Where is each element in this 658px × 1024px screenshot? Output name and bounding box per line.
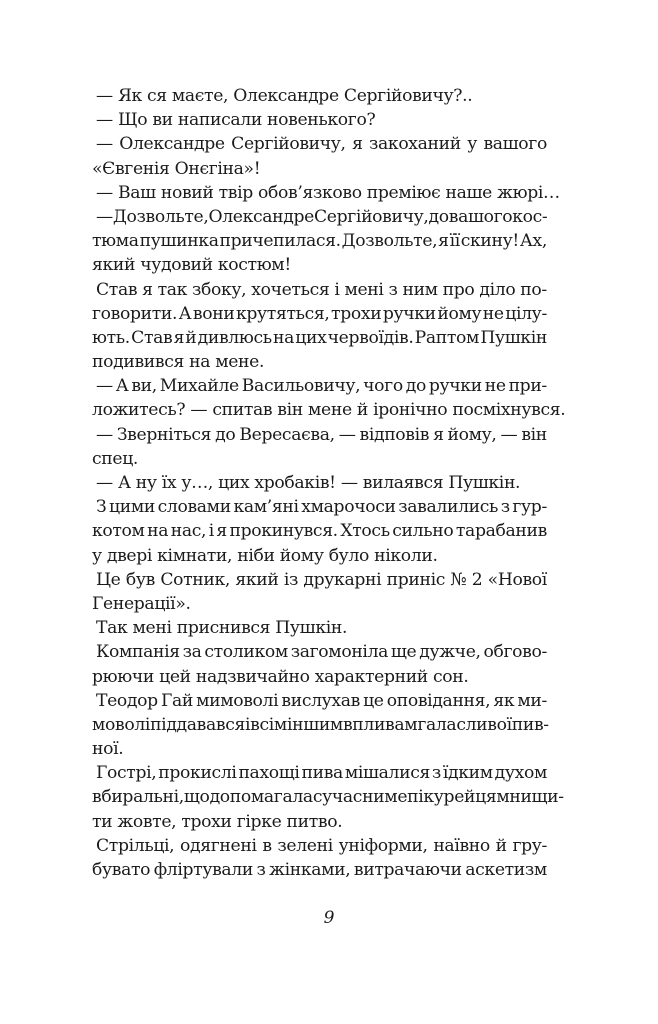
text-line [92, 834, 547, 858]
word: ють. [92, 327, 130, 348]
word: Хтось [340, 521, 390, 542]
word: тюма [92, 231, 139, 252]
word: друкарні [303, 569, 382, 590]
word: пив- [511, 714, 549, 735]
word: Це [96, 569, 121, 590]
word: нищи- [509, 787, 564, 808]
word: вислухав [281, 690, 360, 711]
word: Сергійовичу, [231, 134, 346, 155]
text-line [92, 568, 547, 592]
paragraph [92, 471, 547, 495]
word: іншим [286, 714, 343, 735]
text-line: спец. [92, 448, 139, 469]
text-line [92, 205, 547, 229]
word: — [96, 424, 113, 445]
text-line: подивився на мене. [92, 352, 265, 373]
word: це [363, 690, 384, 711]
word: всім [250, 714, 287, 735]
text-line: ної. [92, 739, 124, 760]
word: мішалися [344, 763, 430, 784]
word: закоханий [369, 134, 461, 155]
word: ми- [517, 690, 547, 711]
word: бувато [92, 860, 151, 880]
word: не [484, 376, 506, 397]
word: і [208, 521, 214, 542]
word: — [96, 134, 113, 155]
text-line [92, 785, 564, 809]
word: я [216, 521, 227, 542]
word: 2 [471, 569, 483, 590]
word: крутяться, [235, 303, 330, 324]
word: жінками, [269, 860, 351, 880]
paragraph [92, 205, 547, 278]
paragraph [92, 181, 560, 205]
word: Дозвольте, [341, 231, 438, 252]
word: цими [109, 497, 155, 518]
word: ним [402, 279, 438, 300]
word: кам’яні [233, 497, 299, 518]
word: пушинка [139, 231, 219, 252]
word: — [500, 424, 518, 445]
word: я [438, 231, 449, 252]
word: моволі [92, 714, 151, 735]
word: Стрільці, [96, 835, 175, 856]
paragraph [92, 568, 547, 616]
word: приніс [386, 569, 446, 590]
word: пахощі [238, 763, 300, 784]
word: трохи [331, 303, 382, 324]
word: скину! [460, 231, 519, 252]
word: Васильовичу, [241, 376, 361, 397]
text-line [92, 302, 547, 326]
word: фліртували [153, 860, 253, 880]
text-line: — А ну їх у…, цих хробаків! — вилаявся Пушкін. [96, 473, 521, 493]
word: причепилася. [219, 231, 341, 252]
word: на [273, 327, 295, 348]
word: із [283, 569, 299, 590]
word: кос- [512, 206, 548, 227]
word: Зверніться [116, 424, 212, 445]
word: Дозвольте, [112, 206, 209, 227]
text-line [92, 713, 547, 737]
word: вашого [483, 134, 547, 155]
word: її [449, 231, 460, 252]
word: відповів [359, 424, 430, 445]
text-line: який чудовий костюм! [92, 255, 291, 276]
word: прокинувся. [229, 521, 338, 542]
text-line: ложитесь? — спитав він мене й іронічно посміхнувся. [92, 400, 566, 421]
text-line: — Що ви написали новенького? [96, 110, 376, 131]
word: по- [520, 279, 547, 300]
text-line: ти жовте, трохи гірке питво. [92, 811, 343, 832]
word: Михайле [159, 376, 239, 397]
text-line [92, 761, 547, 785]
word: і [334, 279, 340, 300]
word: Компанія [96, 642, 180, 663]
word: цілу- [505, 303, 547, 324]
text-line [92, 423, 547, 447]
word: пива [301, 763, 343, 784]
word: за [182, 642, 202, 663]
word: аскетизм [465, 860, 547, 880]
word: з [256, 860, 266, 880]
word: діло [479, 279, 516, 300]
paragraph [92, 423, 547, 471]
text-line [92, 689, 547, 713]
word: ви, [131, 376, 157, 397]
word: й [495, 835, 507, 856]
word: у [467, 134, 478, 155]
text-line [92, 519, 547, 543]
word: Теодор [96, 690, 158, 711]
word: мені [344, 279, 384, 300]
paragraph [92, 640, 547, 688]
page-number: 9 [323, 908, 335, 928]
word: сучасним [312, 787, 398, 808]
word: я [352, 134, 363, 155]
word: з [500, 497, 510, 518]
text-line [92, 640, 547, 664]
word: Раптом [414, 327, 480, 348]
paragraph [92, 689, 547, 762]
word: А [178, 303, 192, 324]
paragraph [92, 374, 566, 422]
text-line: у двері кімнати, ніби йому було ніколи. [92, 545, 438, 566]
word: Вересаєва, [239, 424, 335, 445]
word: з [388, 279, 398, 300]
word: їдким [442, 763, 493, 784]
word: прокислі [158, 763, 237, 784]
word: хочеться [251, 279, 330, 300]
word: гру- [512, 835, 547, 856]
word: так [157, 279, 188, 300]
word: завалились [398, 497, 499, 518]
word: Гай [160, 690, 193, 711]
word: гур- [512, 497, 547, 518]
word: словами [157, 497, 231, 518]
word: З [96, 497, 107, 518]
word: не [482, 303, 504, 324]
word: витрачаючи [353, 860, 462, 880]
text-line [92, 229, 547, 253]
paragraph [92, 108, 547, 132]
word: ручки [382, 303, 436, 324]
word: ручки [428, 376, 482, 397]
word: — [338, 424, 356, 445]
word: збоку, [192, 279, 247, 300]
text-line: Генерації». [92, 593, 191, 614]
word: Став [131, 327, 173, 348]
word: цих [295, 327, 327, 348]
paragraph [92, 278, 547, 375]
word: оповідання, [386, 690, 491, 711]
word: зелені [277, 835, 333, 856]
word: червоїдів. [327, 327, 414, 348]
word: Сергійовичу, [314, 206, 429, 227]
word: з [431, 763, 441, 784]
text-line: «Євгенія Онєгіна»! [92, 158, 261, 179]
word: який [235, 569, 279, 590]
word: А [115, 376, 129, 397]
word: одягнені [180, 835, 257, 856]
word: наївно [433, 835, 490, 856]
word: говорити. [92, 303, 178, 324]
word: піддавався [150, 714, 245, 735]
word: сильно [392, 521, 454, 542]
text-line [92, 374, 547, 398]
word: хмарочоси [301, 497, 396, 518]
word: я [173, 327, 185, 348]
word: нас, [170, 521, 207, 542]
word: «Нової [487, 569, 547, 590]
word: впливам [342, 714, 418, 735]
text-line: — Ваш новий твір обов’язково преміює наше жюрі… [96, 182, 560, 203]
word: й [185, 327, 197, 348]
word: я [142, 279, 153, 300]
word: — [96, 206, 113, 227]
word: при- [508, 376, 547, 397]
word: — [96, 376, 113, 397]
paragraph [92, 495, 547, 568]
word: Сотник, [160, 569, 230, 590]
word: уніформи, [338, 835, 428, 856]
word: ще [390, 642, 417, 663]
text-line [92, 495, 547, 519]
paragraph [92, 84, 547, 108]
word: галасливої [417, 714, 512, 735]
word: про [442, 279, 475, 300]
text-line: — Як ся маєте, Олександре Сергійовичу?.. [96, 86, 473, 106]
word: дужче, [419, 642, 481, 663]
word: і [245, 714, 251, 735]
text-line [92, 858, 547, 882]
word: епікурейцям [397, 787, 510, 808]
text-line: рюючи цей надзвичайно характерний сон. [92, 666, 469, 687]
word: що [183, 787, 210, 808]
paragraph [92, 132, 547, 180]
paragraph [92, 834, 547, 882]
word: Став [96, 279, 138, 300]
word: на [147, 521, 169, 542]
word: тарабанив [455, 521, 547, 542]
word: Гострі, [96, 763, 157, 784]
word: № [450, 569, 467, 590]
text-line [92, 278, 547, 302]
word: Олександре [119, 134, 225, 155]
word: Ах, [519, 231, 547, 252]
word: був [125, 569, 155, 590]
text-line [92, 326, 547, 350]
word: духом [494, 763, 547, 784]
word: я [433, 424, 444, 445]
word: дивлюсь [197, 327, 272, 348]
word: Пушкін [480, 327, 547, 348]
word: він [521, 424, 547, 445]
word: йому [437, 303, 482, 324]
word: столиком [204, 642, 288, 663]
word: до [215, 424, 236, 445]
word: чого [363, 376, 403, 397]
text-line: Так мені приснився Пушкін. [96, 618, 348, 639]
word: Олександре [208, 206, 314, 227]
word: допомагала [209, 787, 313, 808]
word: вони [192, 303, 235, 324]
word: вбиральні, [92, 787, 184, 808]
word: обгово- [483, 642, 547, 663]
word: до [405, 376, 426, 397]
word: загомоніла [290, 642, 389, 663]
word: йому, [447, 424, 497, 445]
word: мимоволі [196, 690, 279, 711]
body-text [92, 84, 566, 882]
text-line [92, 132, 547, 156]
paragraph [92, 761, 564, 834]
word: вашого [448, 206, 513, 227]
word: до [428, 206, 449, 227]
paragraph [92, 616, 547, 640]
word: як [493, 690, 515, 711]
word: котом [92, 521, 145, 542]
word: в [262, 835, 272, 856]
